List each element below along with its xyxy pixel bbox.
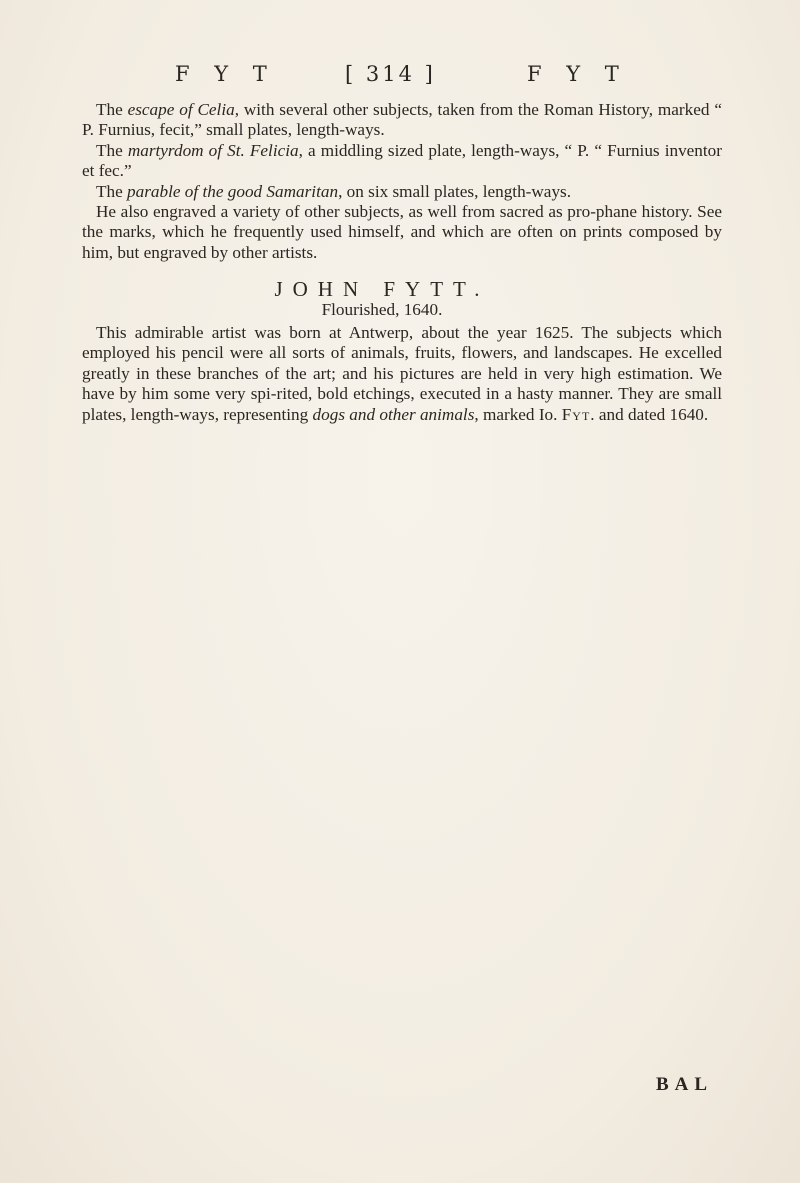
running-header xyxy=(175,62,645,98)
entry-prefix: The xyxy=(96,140,128,160)
entry-title: martyrdom of St. Felicia xyxy=(127,140,299,160)
catchword: BAL xyxy=(656,1074,714,1095)
entry-escape-of-celia xyxy=(82,100,722,141)
entry-description: , a middling sized plate, length-ways, “ P. “ Furnius inventor et fec.” xyxy=(82,140,722,181)
biography-mark: , marked Io. xyxy=(474,404,562,424)
section-heading: JOHN FYTT. xyxy=(274,277,490,302)
biography-smallcaps: Fyt xyxy=(561,404,591,424)
biography-paragraph xyxy=(82,323,722,425)
page-number: [ 314 ] xyxy=(345,62,436,86)
biography-italic: dogs and other animals xyxy=(312,404,475,424)
biography-text: This admirable artist was born at Antwerp, about the year 1625. The subjects which employed his pencil were all sorts of animals, fruits, flowers, and landscapes. He excelled greatly in these branches of the art; and his pictures are held in very high estimation. We have by him some very spi-rited, bold etchings, executed in a hasty manner. They are small plates, length-ways, representing xyxy=(82,323,722,424)
entry-martyrdom xyxy=(82,141,722,182)
body-text xyxy=(82,100,722,425)
header-left: F Y T xyxy=(175,62,276,86)
entry-description: , with several other subjects, taken from the Roman History, marked “ P. Furnius, fecit,” small plates, length-ways. xyxy=(82,100,722,140)
section-subheading: Flourished, 1640. xyxy=(321,299,443,319)
entry-samaritan xyxy=(82,182,722,202)
entry-title: parable of the good Samaritan xyxy=(127,181,339,201)
header-right: F Y T xyxy=(527,62,628,86)
entry-prefix: The xyxy=(96,181,128,201)
entry-description: , on six small plates, length-ways. xyxy=(338,181,572,201)
entry-prefix: The xyxy=(96,100,128,119)
entry-title: escape of Celia xyxy=(127,100,235,119)
biography-end: . and dated 1640. xyxy=(590,404,709,424)
entry-other-subjects: He also engraved a variety of other subjects, as well from sacred as pro-phane history. See the marks, which he frequently used himself, and which are often on prints composed by him, but engraved by other artists. xyxy=(82,202,722,262)
